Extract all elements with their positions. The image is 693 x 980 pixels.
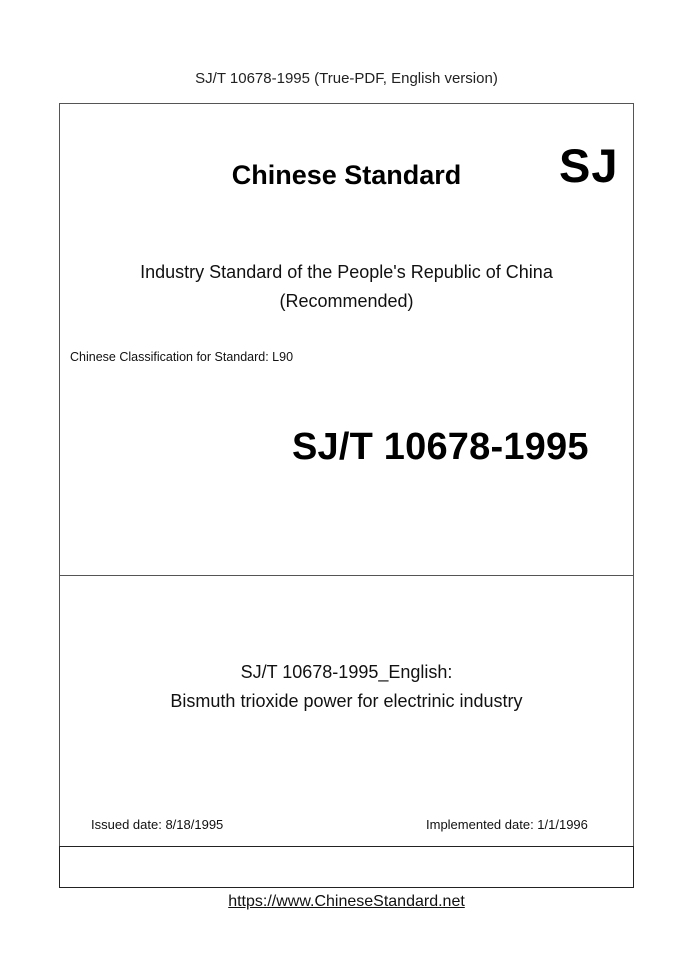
issued-date: Issued date: 8/18/1995 <box>91 817 224 832</box>
industry-line-1: Industry Standard of the People's Republic of China <box>140 262 553 282</box>
standard-title-text: Chinese Standard <box>231 160 462 190</box>
english-title-line-2: Bismuth trioxide power for electrinic industry <box>170 691 523 711</box>
document-header: SJ/T 10678-1995 (True-PDF, English version) <box>195 70 498 87</box>
english-title-line-1: SJ/T 10678-1995_English: <box>240 662 453 682</box>
classification: Chinese Classification for Standard: L90 <box>70 350 294 364</box>
cover-bottom-panel <box>59 846 634 888</box>
industry-statement <box>0 258 693 316</box>
website-link[interactable]: https://www.ChineseStandard.net <box>228 893 465 910</box>
implemented-date: Implemented date: 1/1/1996 <box>426 817 588 832</box>
standard-code: SJ/T 10678-1995 <box>292 426 589 468</box>
industry-line-2: (Recommended) <box>279 291 414 311</box>
english-title <box>0 658 693 716</box>
sj-mark: SJ <box>559 139 619 192</box>
footer <box>0 893 693 911</box>
